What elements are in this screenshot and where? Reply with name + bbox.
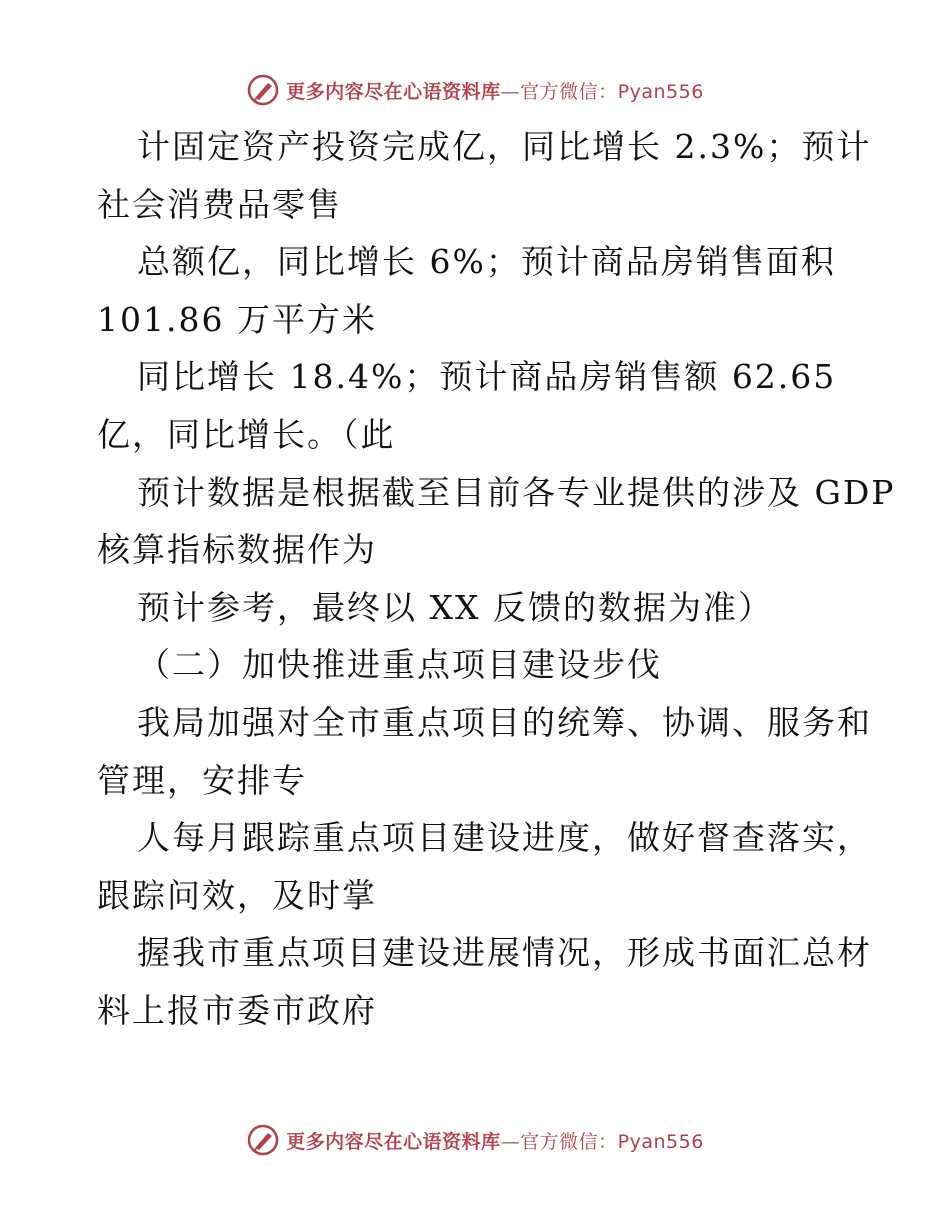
paragraph-line: 管理，安排专 (97, 760, 307, 800)
footer-watermark (0, 1120, 950, 1160)
paragraph-line: 101.86 万平方米 (97, 299, 377, 339)
watermark-contact: 官方微信：Pyan556 (520, 80, 704, 103)
watermark-text (286, 77, 704, 104)
document-body (97, 118, 896, 1040)
watermark-brand: 更多内容尽在心语资料库 (286, 1130, 501, 1153)
pen-logo-icon (246, 73, 280, 107)
watermark-separator: — (500, 80, 521, 103)
watermark-contact: 官方微信：Pyan556 (520, 1130, 704, 1153)
paragraph-line: 同比增长 18.4%；预计商品房销售额 62.65 (137, 357, 837, 397)
paragraph-line: 跟踪问效，及时掌 (97, 875, 377, 915)
header-watermark (0, 70, 950, 110)
paragraph-line: 握我市重点项目建设进展情况，形成书面汇总材 (137, 933, 872, 973)
paragraph-line: 预计参考，最终以 XX 反馈的数据为准） (137, 587, 773, 627)
pen-logo-icon (246, 1123, 280, 1157)
paragraph-line: 核算指标数据作为 (97, 530, 377, 570)
paragraph-line: 料上报市委市政府 (97, 990, 377, 1030)
paragraph-line: 我局加强对全市重点项目的统筹、协调、服务和 (137, 702, 872, 742)
watermark-separator: — (500, 1130, 521, 1153)
paragraph-line: 人每月跟踪重点项目建设进度，做好督查落实， (137, 818, 872, 858)
section-heading: （二）加快推进重点项目建设步伐 (137, 645, 662, 685)
paragraph-line: 社会消费品零售 (97, 184, 342, 224)
paragraph-line: 计固定资产投资完成亿，同比增长 2.3%；预计 (137, 127, 872, 166)
paragraph-line: 亿，同比增长。（此 (97, 414, 396, 454)
paragraph-line: 总额亿，同比增长 6%；预计商品房销售面积 (137, 242, 836, 282)
paragraph-line: 预计数据是根据截至目前各专业提供的涉及 GDP (137, 472, 896, 512)
watermark-text (286, 1127, 704, 1154)
watermark-brand: 更多内容尽在心语资料库 (286, 80, 501, 103)
